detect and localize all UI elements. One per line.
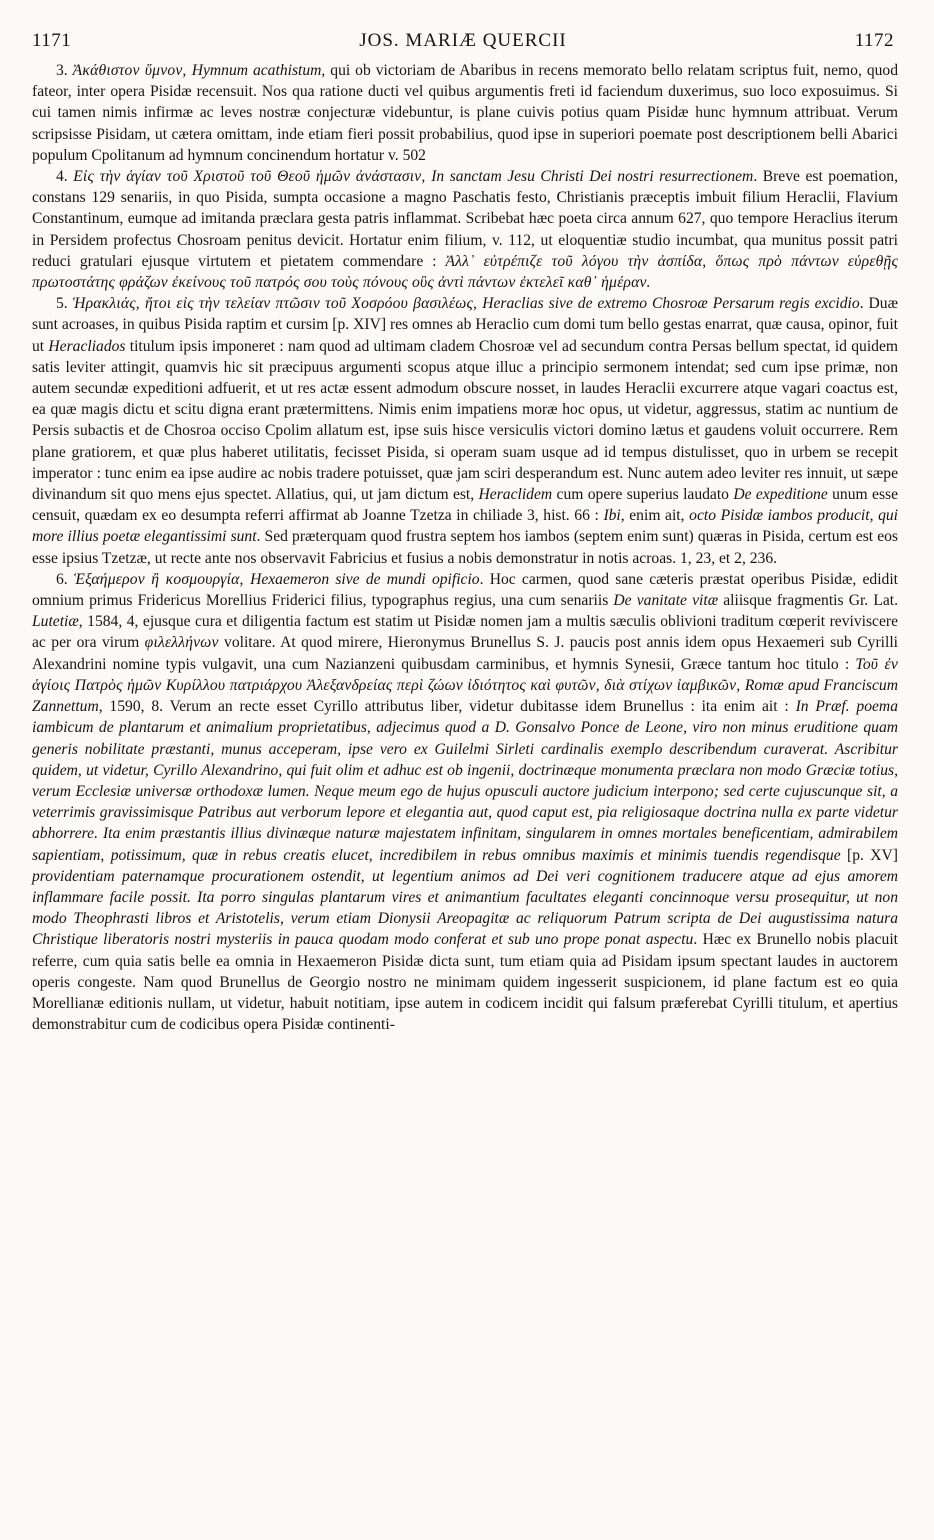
text-segment: Ibi xyxy=(603,507,621,525)
text-segment: 4. xyxy=(56,168,74,186)
text-segment: Hexaemeron sive de mundi opificio xyxy=(250,570,480,588)
running-title: JOS. MARIÆ QUERCII xyxy=(359,30,567,51)
text-segment: Ἀκάθιστον ὕμνον, xyxy=(72,62,192,79)
text-segment: titulum ipsis imponeret : nam quod ad ultimam cladem Chosroæ vel ad secundum contra Persas bellum spectat, id quidem satis leviter attingit, quamvis hic sit præcipuus argumenti scopus atque illuc a principio sermonem intendat; sed cum ipse primæ, non autem secundæ expeditioni adfuerit, et ut res actæ essent admodum obscure nosset, in laudes Heraclii excurrere atque vagari coactus est, ea quæ magis dictu et scitu digna erant prætermittens. Nimis enim impatiens moræ hoc opus, ut videtur, aggressus, statim ac nuntium de Persis subactis et de Chosroa occiso Cpolim allatum est, ipse suis hisce versiculis victori domino lætus et gaudens voluit occurrere. Rem plane gratiorem, et quæ plus haberet utilitatis, fecisset Pisida, si operam suam usque ad id tempus distulisset, quo in urbem se recepit imperator : tunc enim ea ipse audire ac nobis tradere potuisset, quæ jam sciri desperandum est. Nunc autem adeo leviter res innuit, ut sæpe divinandum sit quo mens ejus spectet. Allatius, qui, ut jam dictum est, xyxy=(32,337,898,504)
text-segment: , 1584, 4, ejusque cura et diligentia factum est statim ut Pisidæ nomen jam a multis sæculis oblivioni traditum cœperit reviviscere ac per ora virum xyxy=(32,613,898,652)
text-segment: Ἀλλ᾽ εὐτρέπιζε τοῦ λόγου τὴν ἀσπίδα, ὅπως πρὸ πάντων εὑρεθῇς πρωτοστάτης φράζων ἐκείνους τοῦ πατρός σου τοὺς πόνους οὓς ἀντὶ πάντων ἐκτελεῖ καθ᾽ ἡμέραν. xyxy=(32,252,898,292)
text-segment: Ἡρακλιάς, ἤτοι εἰς τὴν τελείαν πτῶσιν τοῦ Χοσρόου βασιλέως, xyxy=(72,295,483,313)
text-segment: volitare. At quod mirere, Hieronymus Brunellus S. J. paucis post annis idem opus Hexaemeri sub Cyrilli Alexandrini nomine typis vulgavit, una cum Nazianzeni quibusdam carminibus, et hymnis Synesii, Græce tantum hoc titulo : xyxy=(32,634,898,673)
text-segment: providentiam paternamque procurationem ostendit, ut legentium animos ad Dei veri cognitionem traducere atque ad ejus amorem inflammare facile possit. Ita porro singulas plantarum vires et animantium facultates eleganti concinnoque versu prosequitur, ut non modo Theophrasti libros et Aristotelis, verum etiam Dionysii Areopagitæ ac reliquorum Patrum scripta de Dei augustissima natura Christique liberatoris nostri mysteriis in pauca quodam modo conferat et sub uno prope ponat aspectu xyxy=(32,867,898,949)
text-segment: De vanitate vitæ xyxy=(613,592,719,610)
text-segment: Heracliados xyxy=(48,337,126,355)
text-segment: Τοῦ ἐν ἁγίοις Πατρὸς ἡμῶν Κυρίλλου πατριάρχου Ἀλεξανδρείας περὶ ζώων ἰδιότητος καὶ φυτῶν, διὰ στίχων ἰαμβικῶν, xyxy=(32,655,899,694)
text-segment: . Hoc carmen, quod sane cæteris præstat operibus Pisidæ, edidit omnium primus Fridericus Morellius Friderici filius, typographus regius, una cum senariis xyxy=(32,570,898,610)
paragraph-4 xyxy=(32,166,898,293)
text-segment: φιλελλήνων xyxy=(144,634,219,652)
text-segment: . Duæ sunt acroases, in quibus Pisida raptim et cursim [p. XIV] res omnes ab Heraclio cum domi tum bello gestas enarrat, quæ causa, opinor, fuit ut xyxy=(32,295,898,355)
main-text xyxy=(32,60,898,1035)
text-segment: . Sed præterquam quod frustra septem hos iambos (septem enim sunt) quæras in Pisida, certum est eos esse ipsius Tzetzæ, ut recte ante nos observavit Fabricius et fusius a nobis demonstratur in notis acroas. 1, 23, et 2, 236. xyxy=(32,528,898,567)
text-segment: In Præf. poema iambicum de plantarum et animalium proprietatibus xyxy=(32,698,898,737)
text-segment: 6. xyxy=(56,570,74,588)
text-segment: aliisque fragmentis Gr. Lat. xyxy=(718,592,899,610)
text-segment: unum esse censuit, quædam ex eo desumpta referri affirmat ab Joanne Tzetza in chiliade 3, hist. 66 : xyxy=(32,486,898,525)
text-segment: [p. XV] xyxy=(840,846,898,864)
text-segment: Heraclidem xyxy=(478,486,553,504)
text-segment: Heraclias sive de extremo Chosroæ Persarum regis excidio xyxy=(482,295,860,313)
text-segment: In sanctam Jesu Christi Dei nostri resurrectionem xyxy=(431,168,754,186)
text-segment: . Breve est poemation, constans 129 senariis, in quo Pisida, sumpta occasione a magno Paschatis festo, Christianis præceptis imbuit filium Heraclii, Flavium Constantinum, eumque ad imitanda præclara gesta patris inflammat. Scribebat hæc poeta circa annum 627, quo tempore Heraclius iterum in Persidem profectus Chosroam penitus devicit. Hortatur enim filium, v. 112, ut eloquentiæ studio incumbat, qua munitus possit patri reduci gratulari ejusque virtutem et pietatem commendare : xyxy=(32,168,899,270)
text-segment: Εἰς τὴν ἁγίαν τοῦ Χριστοῦ τοῦ Θεοῦ ἡμῶν ἀνάστασιν, xyxy=(73,168,432,186)
text-segment: , xyxy=(366,719,377,737)
text-segment: Romæ apud Franciscum Zannettum xyxy=(32,676,898,716)
text-segment: De expeditione xyxy=(733,486,828,504)
text-segment: adjecimus quod a D. Gonsalvo Ponce de Leone, viro non minus eruditione quam generis nobilitate præstanti, munus acceperam, ipse vero ex Guilelmi Sirleti cardinalis exemplo describendum curaverat. Ascribitur quidem, ut videtur, Cyrillo Alexandrino, qui fuit olim et adhuc est ob ingenii, doctrinæque monumenta præclara non modo Græciæ totius, verum Ecclesiæ universæ orthodoxæ lumen. Neque meum ego de hujus opusculi auctore judicium interpono; sed certe cujuscunque sit, a veterrimis gravissimisque Patribus aut verborum lepore et elegantia aut, quod caput est, pia religiosaque doctrina nulla ex parte videtur abhorrere. Ita enim præstantis illius divinæque naturæ majestatem infinitam, singularem in omnes mortales beneficentiam, admirabilem sapientiam, potissimum, quæ in rebus creatis elucet, incredibilem in rebus omnibus maximis et minimis tuendis regendisque xyxy=(32,719,899,864)
text-segment: . Hæc ex Brunello nobis placuit referre, cum quia satis belle ea omnia in Hexaemeron Pisidæ dicta sunt, tum etiam quia ad Pisidam ipsum spectant laudes in auctorem operis congeste. Nam quod Brunellus de Georgio nostro ne minimam quidem ingesserit suspicionem, id plane factum est eo quia Morellianæ editionis nullam, ut videtur, habuit notitiam, ipse autem in codicem incidit qui falsum præferebat Cyrilli titulum, et apertius demonstrabitur cum de codicibus opera Pisidæ continenti- xyxy=(32,931,898,1034)
right-column-number: 1172 xyxy=(854,30,894,51)
running-header xyxy=(32,30,894,56)
paragraph-3 xyxy=(32,60,898,166)
text-segment: , 1590, 8. Verum an recte esset Cyrillo attributus liber, videtur dubitasse idem Brunellus : ita enim ait : xyxy=(98,698,796,716)
text-segment: 5. xyxy=(56,295,73,313)
text-segment: , enim ait, xyxy=(620,507,690,525)
paragraph-6 xyxy=(32,569,898,1035)
text-segment: Ἑξαήμερον ἢ κοσμουργία, xyxy=(73,570,251,588)
text-segment: octo Pisidæ iambos producit, qui more illius poetæ elegantissimi sunt xyxy=(32,507,898,546)
left-column-number: 1171 xyxy=(32,30,72,51)
text-segment: Lutetiæ xyxy=(32,613,79,631)
text-segment: , qui ob victoriam de Abaribus in recens memorato bello relatam scriptus fuit, nemo, quod fateor, inter opera Pisidæ recensuit. Nos qua ratione ducti vel quibus argumentis freti id faciendum duxerimus, suo loco exposuimus. Si cui tamen nimis infirmæ ac leves nostræ conjecturæ videbuntur, is plane cuivis potius quam Pisidæ hunc hymnum attribuat. Verum scripsisse Pisidam, ut cætera omittam, inde etiam fieri possit probabilius, quod ipse in superiori poemate post descriptionem belli Abarici populum Cpolitanum ad hymnum concinendum hortatur v. 502 xyxy=(32,62,899,164)
text-segment: Hymnum acathistum xyxy=(191,62,322,79)
text-segment: 3. xyxy=(56,62,73,79)
text-segment: cum opere superius laudato xyxy=(552,486,734,504)
paragraph-5 xyxy=(32,293,898,569)
